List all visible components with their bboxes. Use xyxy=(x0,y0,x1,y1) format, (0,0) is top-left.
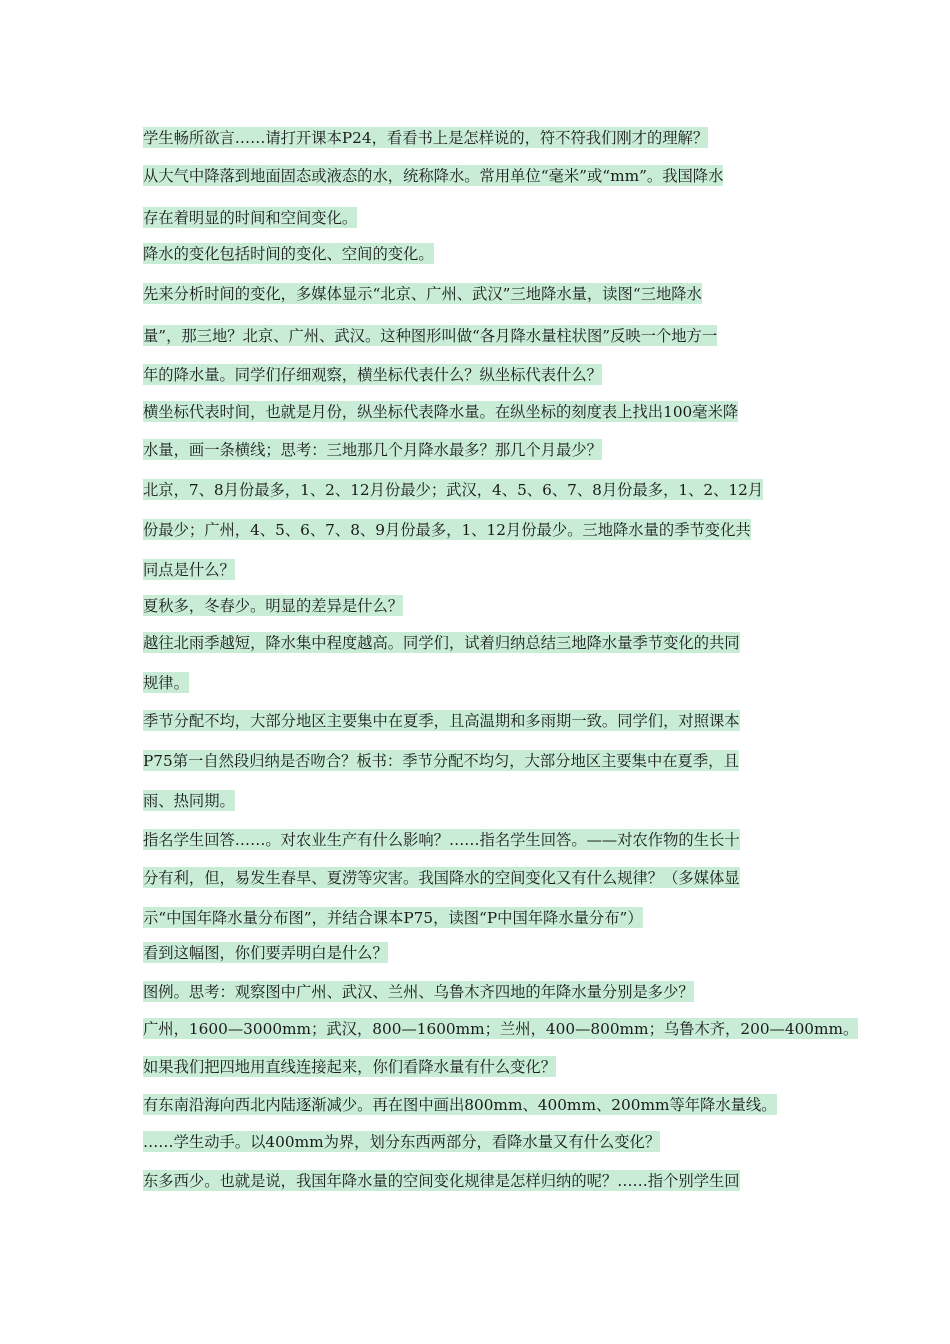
text-line xyxy=(143,322,717,361)
text-line xyxy=(143,1128,660,1167)
highlighted-text: 先来分析时间的变化，多媒体显示“北京、广州、武汉”三地降水量，读图“三地降水 xyxy=(143,285,702,303)
text-line xyxy=(143,476,763,515)
highlighted-text: 夏秋多，冬春少。明显的差异是什么？ xyxy=(143,597,404,615)
highlighted-text: 从大气中降落到地面固态或液态的水，统称降水。常用单位“毫米”或“mm”。我国降水 xyxy=(143,167,724,185)
text-line xyxy=(143,669,189,708)
text-line xyxy=(143,1091,777,1130)
highlighted-text: 水量，画一条横线；思考：三地那几个月降水最多？那几个月最少？ xyxy=(143,441,602,459)
highlighted-text: 分有利，但，易发生春旱、夏涝等灾害。我国降水的空间变化又有什么规律？（多媒体显 xyxy=(143,869,740,887)
text-line xyxy=(143,826,740,865)
text-line xyxy=(143,1167,740,1206)
highlighted-text: 指名学生回答……。对农业生产有什么影响？……指名学生回答。——对农作物的生长十 xyxy=(143,831,740,849)
text-line xyxy=(143,904,643,943)
highlighted-text: ……学生动手。以400mm为界，划分东西两部分，看降水量又有什么变化？ xyxy=(143,1133,661,1151)
highlighted-text: 图例。思考：观察图中广州、武汉、兰州、乌鲁木齐四地的年降水量分别是多少？ xyxy=(143,983,694,1001)
text-line xyxy=(143,398,738,437)
text-line xyxy=(143,978,694,1017)
highlighted-text: 广州，1600—3000mm；武汉，800—1600mm；兰州，400—800mm；乌鲁木齐，200—400mm。 xyxy=(143,1020,859,1038)
text-line xyxy=(143,864,740,903)
text-line xyxy=(143,361,602,400)
text-line xyxy=(143,1053,556,1092)
highlighted-text: 同点是什么？ xyxy=(143,561,235,579)
highlighted-text: 季节分配不均，大部分地区主要集中在夏季，且高温期和多雨期一致。同学们，对照课本 xyxy=(143,712,740,730)
highlighted-text: 横坐标代表时间，也就是月份，纵坐标代表降水量。在纵坐标的刻度表上找出100毫米降 xyxy=(143,403,739,421)
text-line xyxy=(143,436,602,475)
text-line xyxy=(143,787,235,826)
highlighted-text: 年的降水量。同学们仔细观察，横坐标代表什么？纵坐标代表什么？ xyxy=(143,366,602,384)
highlighted-text: 示“中国年降水量分布图”，并结合课本P75，读图“P中国年降水量分布”） xyxy=(143,909,643,927)
highlighted-text: 北京，7、8月份最多，1、2、12月份最少；武汉，4、5、6、7、8月份最多，1、2、12月 xyxy=(143,481,764,499)
highlighted-text: 份最少；广州，4、5、6、7、8、9月份最多，1、12月份最少。三地降水量的季节变化共 xyxy=(143,521,751,539)
highlighted-text: 规律。 xyxy=(143,674,189,692)
text-line xyxy=(143,747,739,786)
highlighted-text: 雨、热同期。 xyxy=(143,792,235,810)
highlighted-text: 越往北雨季越短，降水集中程度越高。同学们，试着归纳总结三地降水量季节变化的共同 xyxy=(143,634,740,652)
text-line xyxy=(143,240,434,279)
highlighted-text: 降水的变化包括时间的变化、空间的变化。 xyxy=(143,245,434,263)
text-line xyxy=(143,939,388,978)
text-line xyxy=(143,204,357,243)
highlighted-text: 东多西少。也就是说，我国年降水量的空间变化规律是怎样归纳的呢？……指个别学生回 xyxy=(143,1172,740,1190)
highlighted-text: 有东南沿海向西北内陆逐渐减少。再在图中画出800mm、400mm、200mm等年降水量线。 xyxy=(143,1096,777,1114)
highlighted-text: 看到这幅图，你们要弄明白是什么？ xyxy=(143,944,388,962)
highlighted-text: 存在着明显的时间和空间变化。 xyxy=(143,209,358,227)
text-line xyxy=(143,124,708,163)
highlighted-text: 学生畅所欲言……请打开课本P24，看看书上是怎样说的，符不符我们刚才的理解？ xyxy=(143,129,709,147)
highlighted-text: P75第一自然段归纳是否吻合？板书：季节分配不均匀，大部分地区主要集中在夏季，且 xyxy=(143,752,739,770)
text-line xyxy=(143,1015,858,1054)
text-line xyxy=(143,592,403,631)
highlighted-text: 量”，那三地？北京、广州、武汉。这种图形叫做“各月降水量柱状图”反映一个地方一 xyxy=(143,327,718,345)
text-line xyxy=(143,707,740,746)
text-line xyxy=(143,556,235,595)
text-line xyxy=(143,629,740,668)
text-line xyxy=(143,516,751,555)
text-line xyxy=(143,162,723,201)
highlighted-text: 如果我们把四地用直线连接起来，你们看降水量有什么变化？ xyxy=(143,1058,557,1076)
text-line xyxy=(143,280,702,319)
